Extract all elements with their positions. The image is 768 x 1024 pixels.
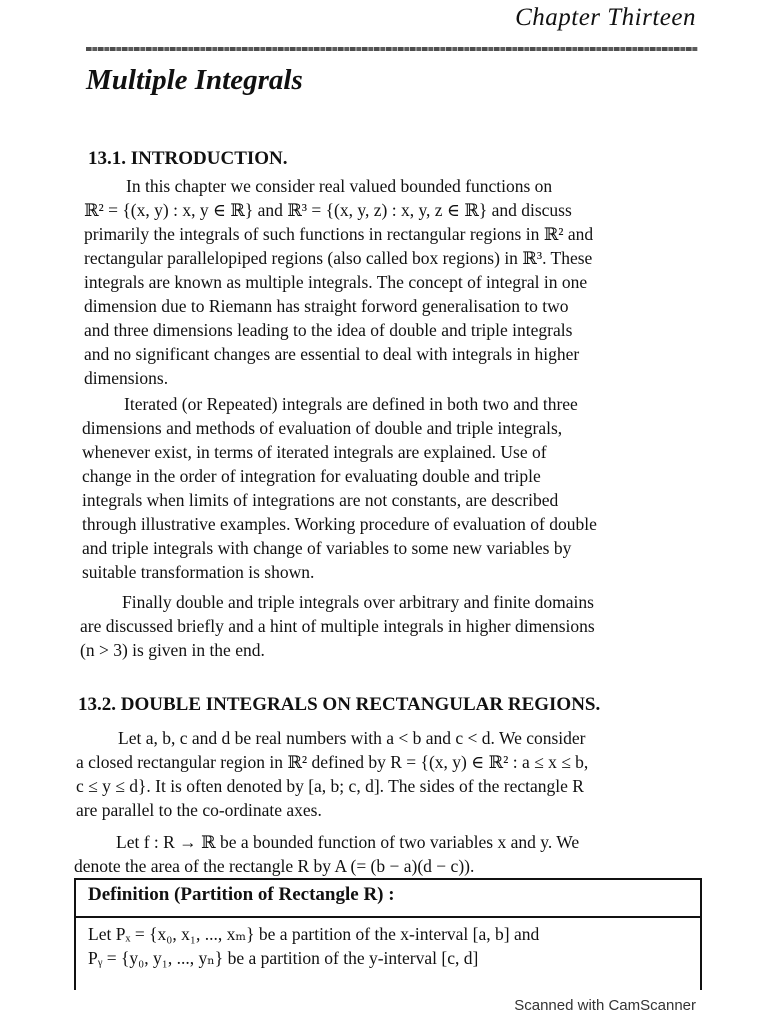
text-line: (n > 3) is given in the end.	[80, 640, 265, 660]
text-line: and no significant changes are essential to deal with integrals in higher	[84, 344, 580, 364]
header-rule	[86, 47, 698, 51]
text-line: Let f : R → ℝ be a bounded function of two variables x and y. We	[116, 832, 580, 852]
text-line: primarily the integrals of such functions in rectangular regions in ℝ² and	[84, 224, 594, 244]
text-line: through illustrative examples. Working procedure of evaluation of double	[82, 514, 597, 534]
intro-paragraph-3	[80, 590, 696, 662]
text-line: denote the area of the rectangle R by A (= (b − a)(d − c)).	[74, 856, 475, 876]
text-line: ℝ² = {(x, y) : x, y ∈ ℝ} and ℝ³ = {(x, y, z) : x, y, z ∈ ℝ} and discuss	[84, 200, 572, 220]
text-line: dimensions and methods of evaluation of double and triple integrals,	[82, 418, 563, 438]
scanner-watermark: Scanned with CamScanner	[514, 997, 696, 1014]
text-line: rectangular parallelopiped regions (also called box regions) in ℝ³. These	[84, 248, 593, 268]
text-line: Iterated (or Repeated) integrals are defined in both two and three	[124, 394, 578, 414]
double-integrals-paragraph-2	[74, 830, 698, 878]
text-line: and three dimensions leading to the idea of double and triple integrals	[84, 320, 573, 340]
text-line: integrals when limits of integrations are not constants, are described	[82, 490, 559, 510]
chapter-label: Chapter Thirteen	[515, 4, 696, 31]
text-line: c ≤ y ≤ d}. It is often denoted by [a, b; c, d]. The sides of the rectangle R	[76, 776, 584, 796]
text-line: and triple integrals with change of variables to some new variables by	[82, 538, 572, 558]
definition-title: Definition (Partition of Rectangle R) :	[88, 884, 395, 905]
text-line: Finally double and triple integrals over arbitrary and finite domains	[122, 592, 594, 612]
text-line: dimension due to Riemann has straight forword generalisation to two	[84, 296, 569, 316]
section-heading-double-integrals: 13.2. DOUBLE INTEGRALS ON RECTANGULAR REGIONS.	[78, 694, 601, 715]
text-line: Let Pₓ = {x₀, x₁, ..., xₘ} be a partition of the x-interval [a, b] and	[88, 924, 540, 944]
text-line: integrals are known as multiple integrals. The concept of integral in one	[84, 272, 588, 292]
definition-divider	[76, 916, 700, 918]
definition-body	[88, 922, 539, 970]
text-line: whenever exist, in terms of iterated integrals are explained. Use of	[82, 442, 547, 462]
intro-paragraph-1	[84, 174, 696, 390]
chapter-title: Multiple Integrals	[86, 64, 303, 96]
text-line: are discussed briefly and a hint of multiple integrals in higher dimensions	[80, 616, 595, 636]
intro-paragraph-2	[82, 392, 696, 584]
text-line: change in the order of integration for evaluating double and triple	[82, 466, 541, 486]
text-line: suitable transformation is shown.	[82, 562, 315, 582]
text-line: In this chapter we consider real valued bounded functions on	[126, 176, 553, 196]
definition-box	[74, 878, 702, 990]
text-line: a closed rectangular region in ℝ² defined by R = {(x, y) ∈ ℝ² : a ≤ x ≤ b,	[76, 752, 589, 772]
text-line: are parallel to the co-ordinate axes.	[76, 800, 322, 820]
double-integrals-paragraph-1	[76, 726, 698, 822]
text-line: Pᵧ = {y₀, y₁, ..., yₙ} be a partition of the y-interval [c, d]	[88, 948, 479, 968]
text-line: dimensions.	[84, 368, 169, 388]
text-line: Let a, b, c and d be real numbers with a < b and c < d. We consider	[118, 728, 586, 748]
section-heading-introduction: 13.1. INTRODUCTION.	[88, 148, 288, 169]
